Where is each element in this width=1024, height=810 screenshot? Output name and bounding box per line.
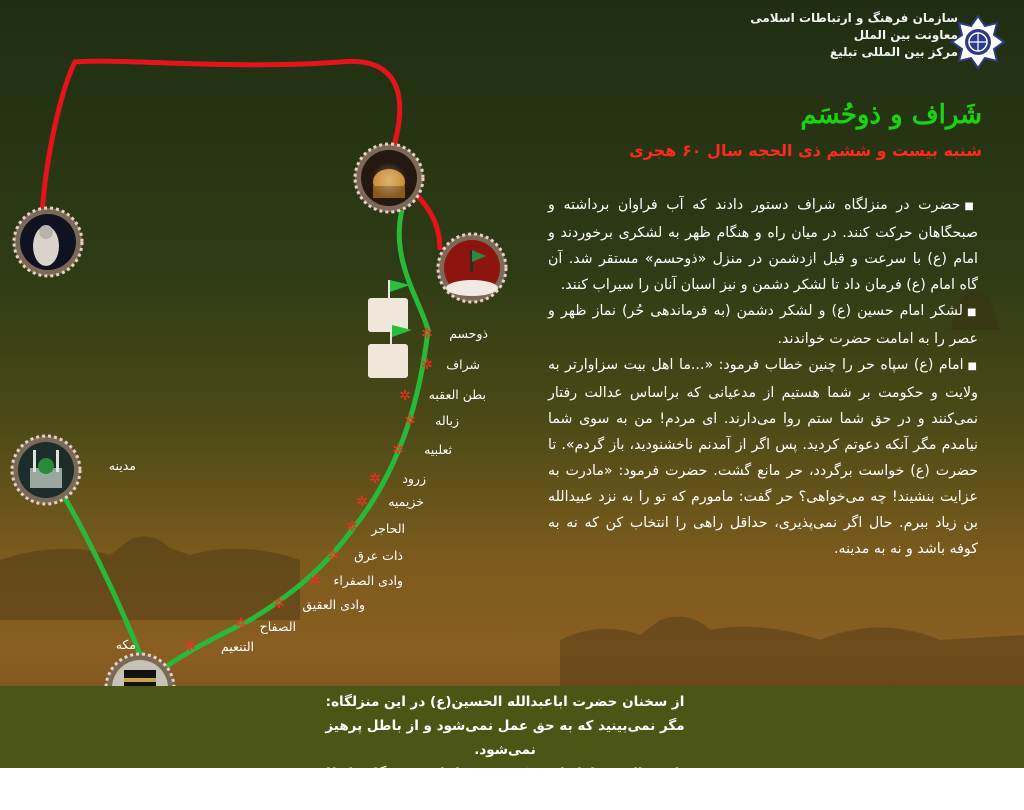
bullet-icon: ■ bbox=[967, 307, 978, 318]
narrative-paragraph-1 bbox=[548, 192, 978, 298]
footer-quote-intro: از سخنان حضرت اباعبدالله الحسین(ع) در این منزلگاه: bbox=[325, 694, 685, 710]
station-label: ذوحسم bbox=[449, 326, 488, 341]
org-logo-icon bbox=[950, 14, 1006, 70]
red-flower-marker-icon: ✲ bbox=[356, 494, 368, 510]
narrative-paragraph-2 bbox=[548, 298, 978, 352]
red-flower-marker-icon: ✲ bbox=[235, 616, 247, 632]
red-flower-marker-icon: ✲ bbox=[404, 413, 416, 429]
city-label-medina: مدینه bbox=[108, 458, 136, 473]
station-label: وادی الصفراء bbox=[333, 573, 403, 588]
medina-mosque-medallion bbox=[12, 436, 80, 504]
red-flower-marker-icon: ✲ bbox=[184, 639, 196, 655]
red-flower-marker-icon: ✲ bbox=[346, 519, 358, 535]
station-label: وادی العقیق bbox=[302, 597, 365, 612]
org-name bbox=[750, 10, 958, 61]
footer-quote-line-2: در این حال، سزاوار است که مومن، لقای پروردگار را طلب نماید. bbox=[311, 766, 699, 806]
narrative-paragraph-1-text: حضرت در منزلگاه شراف دستور دادند که آب فراوان برداشته و صبحگاهان حرکت کنند. در میان راه و هنگام ظهر به لشکری برخوردند و امام (ع) با سرعت و قبل ازدشمن در منزل «ذوحسم» مستقر شد. آن گاه امام (ع) فرمان داد تا لشکر دشمن و نیز اسبان آنان را سیراب کنند. bbox=[548, 197, 978, 293]
narrative-text bbox=[548, 192, 978, 562]
station-label: بطن العقبه bbox=[428, 387, 486, 402]
footer-quote bbox=[300, 690, 710, 810]
red-flower-marker-icon: ✲ bbox=[369, 471, 381, 487]
station-label: شراف bbox=[446, 357, 480, 372]
kufa-woman-medallion bbox=[14, 208, 82, 276]
page-title: شَراف و ذوحُسَم bbox=[800, 100, 982, 130]
bullet-icon: ■ bbox=[967, 361, 978, 372]
red-flower-marker-icon: ✲ bbox=[327, 548, 339, 564]
red-flower-marker-icon: ✲ bbox=[273, 596, 285, 612]
org-line-2: معاونت بین الملل bbox=[853, 28, 958, 42]
station-label: ثعلبیه bbox=[424, 442, 452, 457]
kufa-shrine-medallion bbox=[355, 144, 423, 212]
station-label: ذات عرق bbox=[354, 548, 403, 563]
org-line-1: سازمان فرهنگ و ارتباطات اسلامی bbox=[750, 11, 958, 25]
city-label-mecca: مکه bbox=[115, 637, 136, 652]
footer-quote-band bbox=[0, 686, 1024, 806]
narrative-paragraph-2-text: لشکر امام حسین (ع) و لشکر دشمن (به فرماندهی حُر) نماز ظهر و عصر را به امامت حضرت خواندند. bbox=[548, 303, 978, 347]
station-label: الحاجر bbox=[371, 521, 405, 536]
station-label: زرود bbox=[402, 471, 426, 486]
narrative-paragraph-3 bbox=[548, 352, 978, 562]
red-flower-marker-icon: ✲ bbox=[421, 326, 433, 342]
karbala-martyrdom-medallion bbox=[438, 234, 506, 302]
caravan-figures-icon bbox=[368, 280, 412, 378]
station-label: التنعیم bbox=[221, 639, 254, 654]
footer-quote-line-1: مگر نمی‌بینید که به حق عمل نمی‌شود و از باطل پرهیز نمی‌شود. bbox=[325, 718, 685, 758]
red-flower-marker-icon: ✲ bbox=[392, 442, 404, 458]
narrative-paragraph-3-text: امام (ع) سپاه حر را چنین خطاب فرمود: «...ما اهل بیت سزاوارتر به ولایت و حکومت بر شما هستیم از مدعیانی که براساس عدالت رفتار نمی‌کنند و در حق شما ستم روا می‌دارند. ای مردم! من به سوی شما نیامدم مگر آنکه دعوتم کردید. پس اگر از آمدنم ناخشنودید، باز گردم». تا حضرت (ع) خواست برگردد، حر مانع گشت. حضرت فرمود: «مادرت به عزایت بنشیند! چه می‌خواهی؟ حر گفت: مامورم که تو را به نزد عبیدالله بن زیاد ببرم. حال اگر نمی‌پذیری، حداقل راهی را انتخاب کن که نه به کوفه باشد و نه به مدینه. bbox=[548, 357, 978, 557]
red-flower-marker-icon: ✲ bbox=[399, 388, 411, 404]
red-flower-marker-icon: ✲ bbox=[421, 357, 433, 373]
station-label: زباله bbox=[435, 413, 459, 428]
station-label: خزیمیه bbox=[388, 494, 424, 509]
page-subtitle: شنبه بیست و ششم ذی الحجه سال ۶۰ هجری bbox=[629, 141, 982, 160]
bullet-icon: ■ bbox=[964, 201, 978, 212]
station-label: الصفاح bbox=[259, 619, 296, 634]
org-line-3: مرکز بین المللی تبلیغ bbox=[829, 45, 958, 59]
red-flower-marker-icon: ✲ bbox=[309, 573, 321, 589]
